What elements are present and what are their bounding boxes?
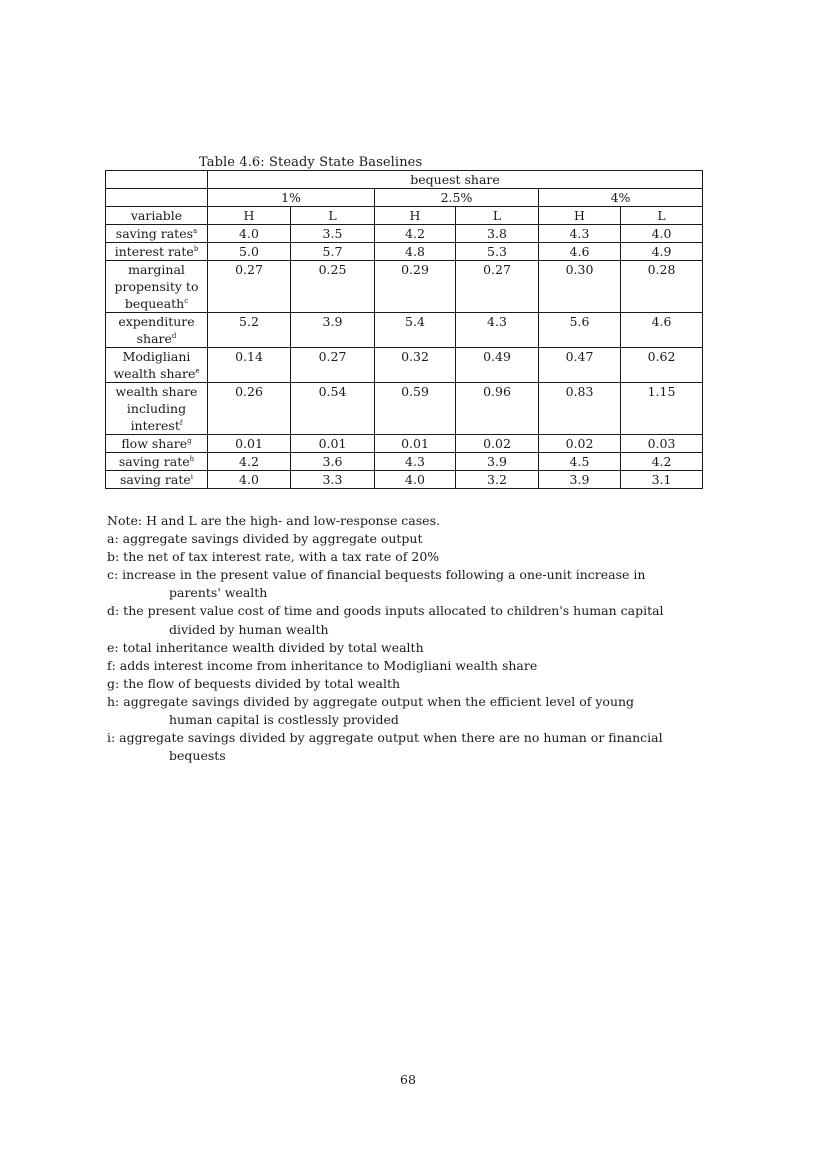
row-label-text: marginal propensity to bequeath [114, 262, 199, 311]
row-label-text: expenditure share [118, 314, 195, 346]
footnote-marker: a [193, 226, 198, 235]
header-row-group [106, 171, 703, 189]
value-cell: 0.27 [208, 261, 291, 313]
value-cell: 0.83 [539, 383, 621, 435]
value-cell: 4.6 [621, 313, 703, 348]
value-cell: 1.15 [621, 383, 703, 435]
table-row [106, 243, 703, 261]
footnote-marker: e [195, 366, 200, 375]
note-e: e: total inheritance wealth divided by total wealth [107, 639, 424, 655]
row-label-text: saving rate [118, 454, 190, 469]
value-cell: 0.96 [456, 383, 539, 435]
row-label [106, 225, 208, 243]
steady-state-table [105, 170, 703, 489]
footnote-marker: b [193, 244, 199, 253]
note-f: f: adds interest income from inheritance to Modigliani wealth share [107, 657, 538, 673]
row-label [106, 243, 208, 261]
value-cell: 3.9 [539, 471, 621, 489]
value-cell: 4.8 [375, 243, 456, 261]
value-cell: 4.6 [539, 243, 621, 261]
row-label [106, 383, 208, 435]
table-notes [107, 512, 717, 765]
footnote-marker: g [187, 436, 192, 445]
row-label-text: flow share [121, 436, 188, 451]
row-label-text: wealth share including interest [115, 384, 198, 433]
note-i-cont: bequests [169, 748, 226, 764]
table-row [106, 435, 703, 453]
value-cell: 0.32 [375, 348, 456, 383]
value-cell: 3.6 [291, 453, 375, 471]
page-number: 68 [400, 1072, 416, 1087]
row-label-text: interest rate [114, 244, 194, 259]
value-cell: 3.9 [291, 313, 375, 348]
value-cell: 4.0 [208, 225, 291, 243]
share-header-2-5pct: 2.5% [375, 189, 539, 207]
row-label [106, 261, 208, 313]
value-cell: 4.2 [208, 453, 291, 471]
header-row-cases [106, 207, 703, 225]
note-c: c: increase in the present value of financial bequests following a one-unit increase in [107, 567, 646, 583]
value-cell: 0.30 [539, 261, 621, 313]
note-i: i: aggregate savings divided by aggregate output when there are no human or financial [107, 730, 663, 746]
value-cell: 4.9 [621, 243, 703, 261]
value-cell: 0.03 [621, 435, 703, 453]
value-cell: 0.27 [291, 348, 375, 383]
row-label [106, 348, 208, 383]
case-header: L [456, 207, 539, 225]
value-cell: 4.3 [375, 453, 456, 471]
value-cell: 0.01 [208, 435, 291, 453]
bequest-share-header: bequest share [208, 171, 703, 189]
row-label [106, 471, 208, 489]
case-header: H [375, 207, 456, 225]
note-h-cont: human capital is costlessly provided [169, 712, 399, 728]
value-cell: 0.02 [456, 435, 539, 453]
value-cell: 3.2 [456, 471, 539, 489]
case-header: H [208, 207, 291, 225]
row-label [106, 313, 208, 348]
table-row [106, 453, 703, 471]
table-row [106, 471, 703, 489]
row-label [106, 435, 208, 453]
note-d: d: the present value cost of time and goods inputs allocated to children's human capital [107, 603, 664, 619]
value-cell: 5.6 [539, 313, 621, 348]
value-cell: 0.28 [621, 261, 703, 313]
note-a: a: aggregate savings divided by aggregate output [107, 531, 423, 547]
value-cell: 5.0 [208, 243, 291, 261]
value-cell: 4.5 [539, 453, 621, 471]
empty-header-cell [106, 189, 208, 207]
value-cell: 3.5 [291, 225, 375, 243]
value-cell: 5.7 [291, 243, 375, 261]
case-header: L [621, 207, 703, 225]
note-d-cont: divided by human wealth [169, 621, 329, 637]
table-row [106, 348, 703, 383]
value-cell: 0.47 [539, 348, 621, 383]
value-cell: 3.9 [456, 453, 539, 471]
value-cell: 0.49 [456, 348, 539, 383]
value-cell: 4.3 [456, 313, 539, 348]
table-caption: Table 4.6: Steady State Baselines [199, 155, 423, 170]
share-header-4pct: 4% [539, 189, 703, 207]
value-cell: 3.8 [456, 225, 539, 243]
note-g: g: the flow of bequests divided by total wealth [107, 675, 401, 691]
value-cell: 3.3 [291, 471, 375, 489]
value-cell: 4.2 [375, 225, 456, 243]
footnote-marker: i [190, 472, 194, 481]
value-cell: 5.3 [456, 243, 539, 261]
value-cell: 4.0 [621, 225, 703, 243]
note-b: b: the net of tax interest rate, with a tax rate of 20% [107, 549, 440, 565]
footnote-marker: f [179, 418, 183, 427]
value-cell: 0.01 [291, 435, 375, 453]
note-c-cont: parents' wealth [169, 585, 268, 601]
value-cell: 0.27 [456, 261, 539, 313]
table-row [106, 261, 703, 313]
value-cell: 5.4 [375, 313, 456, 348]
case-header: L [291, 207, 375, 225]
row-label-text: saving rate [119, 472, 191, 487]
value-cell: 0.02 [539, 435, 621, 453]
value-cell: 3.1 [621, 471, 703, 489]
case-header: H [539, 207, 621, 225]
value-cell: 0.14 [208, 348, 291, 383]
row-label-text: Modigliani wealth share [113, 349, 196, 381]
row-label [106, 453, 208, 471]
table-row [106, 225, 703, 243]
header-row-shares [106, 189, 703, 207]
footnote-marker: d [171, 331, 177, 340]
value-cell: 0.01 [375, 435, 456, 453]
value-cell: 0.62 [621, 348, 703, 383]
table-row [106, 383, 703, 435]
value-cell: 4.0 [208, 471, 291, 489]
empty-header-cell [106, 171, 208, 189]
value-cell: 4.3 [539, 225, 621, 243]
value-cell: 4.2 [621, 453, 703, 471]
footnote-marker: h [189, 454, 195, 463]
value-cell: 0.54 [291, 383, 375, 435]
variable-header: variable [106, 207, 208, 225]
share-header-1pct: 1% [208, 189, 375, 207]
footnote-marker: c [184, 296, 189, 305]
value-cell: 4.0 [375, 471, 456, 489]
value-cell: 5.2 [208, 313, 291, 348]
value-cell: 0.25 [291, 261, 375, 313]
note-h: h: aggregate savings divided by aggregate output when the efficient level of young [107, 693, 635, 709]
note-hl: Note: H and L are the high- and low-response cases. [107, 513, 440, 528]
row-label-text: saving rates [115, 226, 194, 241]
value-cell: 0.26 [208, 383, 291, 435]
value-cell: 0.29 [375, 261, 456, 313]
value-cell: 0.59 [375, 383, 456, 435]
table-row [106, 313, 703, 348]
